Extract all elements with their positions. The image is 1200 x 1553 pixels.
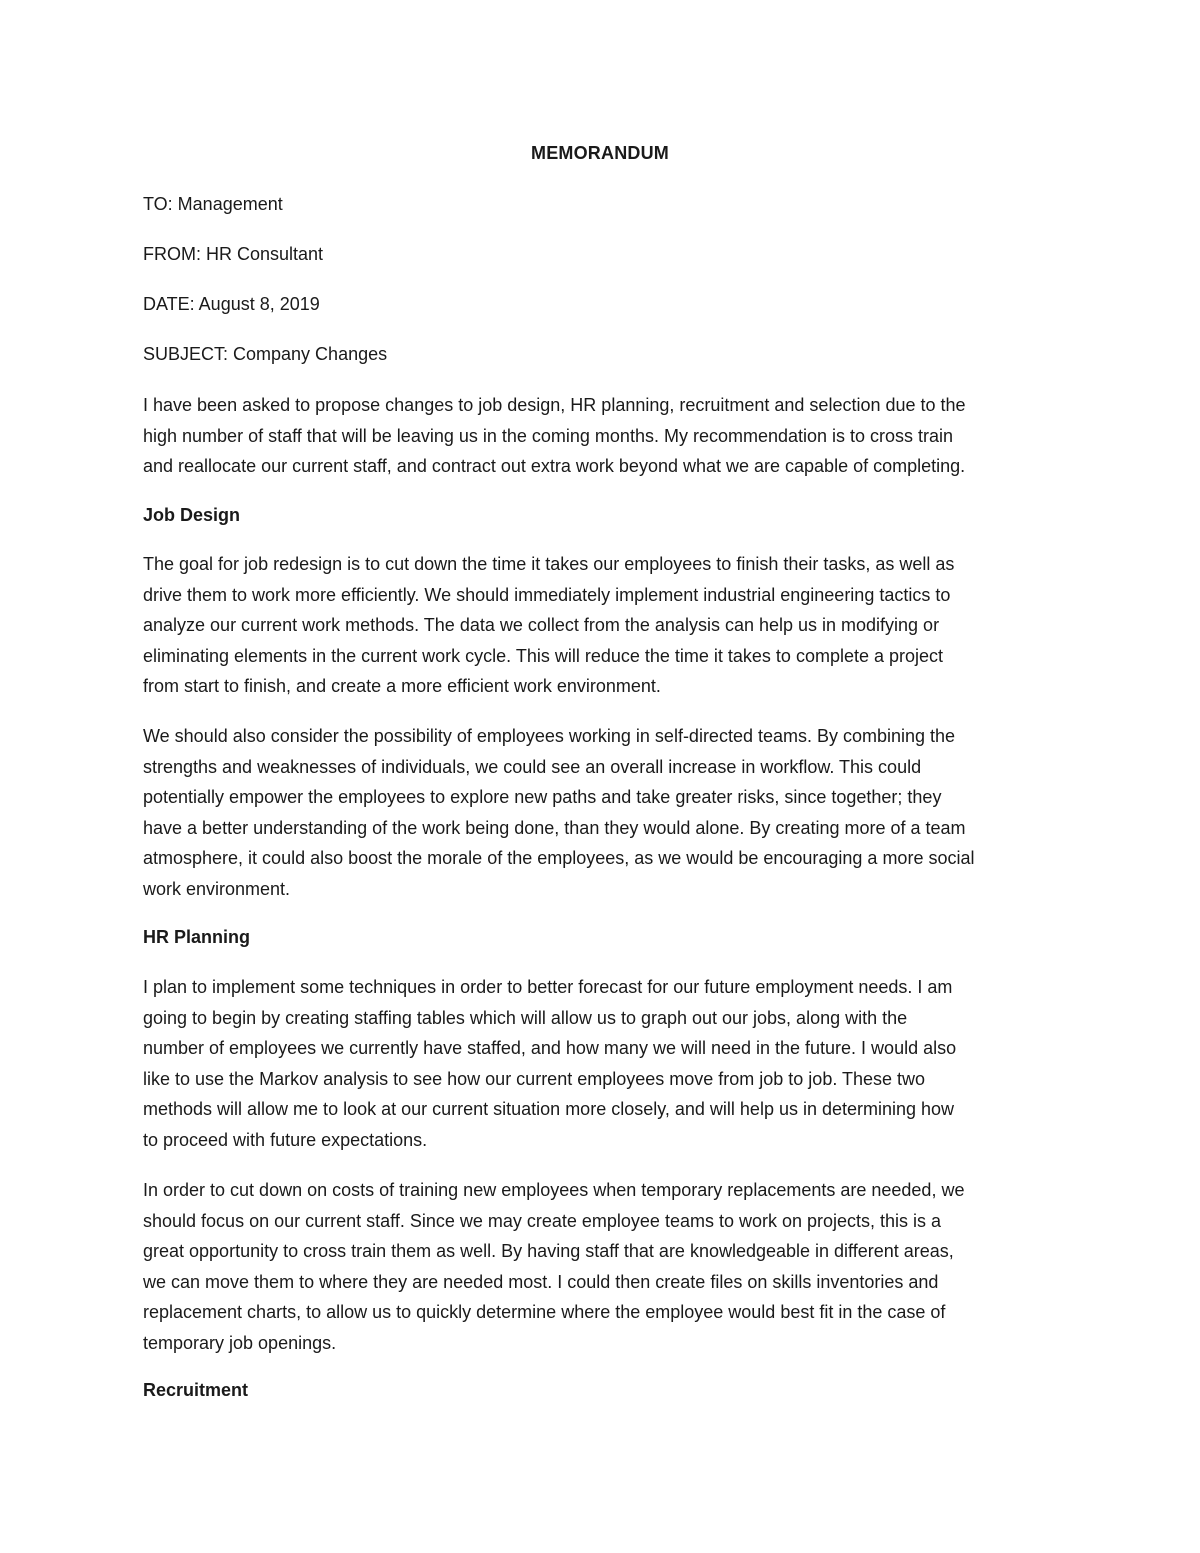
paragraph-line: we can move them to where they are needed most. I could then create files on skills inventories and: [143, 1271, 939, 1292]
section-heading-recruitment: Recruitment: [143, 1380, 249, 1400]
section-heading-hr-planning: HR Planning: [143, 927, 250, 947]
paragraph-line: like to use the Markov analysis to see how our current employees move from job to job. These two: [143, 1068, 926, 1089]
intro-paragraph: [143, 390, 1063, 482]
paragraph-line: going to begin by creating staffing tables which will allow us to graph out our jobs, along with the: [143, 1007, 908, 1028]
paragraph-line: great opportunity to cross train them as well. By having staff that are knowledgeable in different areas,: [143, 1241, 954, 1262]
memo-title: MEMORANDUM: [531, 143, 669, 163]
paragraph-line: and reallocate our current staff, and contract out extra work beyond what we are capable of completing.: [143, 456, 966, 477]
paragraph-line: In order to cut down on costs of training new employees when temporary replacements are needed, we: [143, 1180, 965, 1200]
paragraph-line: analyze our current work methods. The data we collect from the analysis can help us in modifying or: [143, 615, 940, 636]
paragraph-line: high number of staff that will be leaving us in the coming months. My recommendation is to cross train: [143, 425, 954, 446]
paragraph-line: eliminating elements in the current work cycle. This will reduce the time it takes to complete a project: [143, 645, 944, 666]
paragraph-line: work environment.: [143, 878, 291, 899]
job-design-paragraph-1: [143, 549, 1063, 702]
paragraph-line: I have been asked to propose changes to job design, HR planning, recruitment and selection due to the: [143, 395, 966, 415]
hr-planning-paragraph-2: [143, 1175, 1063, 1359]
paragraph-line: drive them to work more efficiently. We should immediately implement industrial engineering tactics to: [143, 584, 951, 605]
paragraph-line: methods will allow me to look at our current situation more closely, and will help us in determining how: [143, 1099, 955, 1120]
memo-date-line: DATE: August 8, 2019: [143, 294, 320, 314]
hr-planning-paragraph-1: [143, 972, 1063, 1156]
section-heading-job-design: Job Design: [143, 505, 241, 525]
paragraph-line: to proceed with future expectations.: [143, 1129, 428, 1150]
paragraph-line: The goal for job redesign is to cut down the time it takes our employees to finish their tasks, as well as: [143, 554, 955, 574]
paragraph-line: potentially empower the employees to explore new paths and take greater risks, since together; they: [143, 787, 942, 808]
memo-from-line: FROM: HR Consultant: [143, 244, 324, 264]
paragraph-line: strengths and weaknesses of individuals, we could see an overall increase in workflow. This could: [143, 756, 922, 777]
paragraph-line: from start to finish, and create a more efficient work environment.: [143, 676, 661, 697]
paragraph-line: atmosphere, it could also boost the morale of the employees, as we would be encouraging a more social: [143, 848, 975, 869]
memo-subject-line: SUBJECT: Company Changes: [143, 344, 388, 364]
memo-to-line: TO: Management: [143, 194, 283, 214]
paragraph-line: I plan to implement some techniques in order to better forecast for our future employment needs. I am: [143, 977, 953, 997]
paragraph-line: replacement charts, to allow us to quickly determine where the employee would best fit in the case of: [143, 1302, 946, 1323]
paragraph-line: temporary job openings.: [143, 1332, 337, 1353]
job-design-paragraph-2: [143, 721, 1063, 905]
paragraph-line: should focus on our current staff. Since we may create employee teams to work on projects, this is a: [143, 1210, 942, 1231]
paragraph-line: number of employees we currently have staffed, and how many we will need in the future. I would also: [143, 1038, 957, 1059]
paragraph-line: We should also consider the possibility of employees working in self-directed teams. By combining the: [143, 726, 956, 746]
paragraph-line: have a better understanding of the work being done, than they would alone. By creating more of a team: [143, 817, 966, 838]
